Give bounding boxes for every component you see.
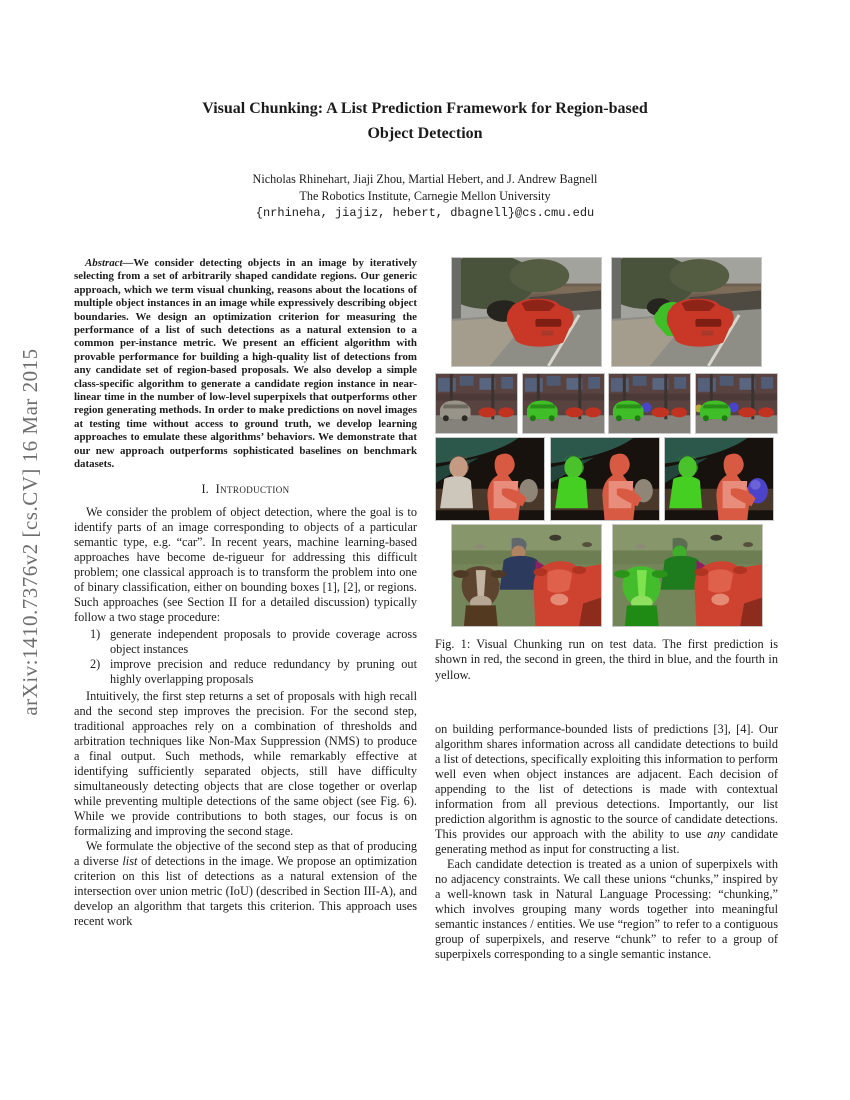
photo-people-pred2 xyxy=(550,437,660,521)
right-paragraph-2: Each candidate detection is treated as a union of superpixels with no adjacency constraints. We call these unions “chunks,” inspired by a well-known task in Natural Language Processing: “chunking,” which involves grouping many words together into meaningful semantic instances / entities. We use “region” to refer to a contiguous group of superpixels, and reserve “chunk” to refer to a group of superpixels corresponding to a single semantic instance. xyxy=(435,857,778,962)
two-stage-list xyxy=(74,627,417,687)
left-column xyxy=(74,257,417,962)
photo-cows-pred2 xyxy=(612,524,763,627)
photo-people-pred1 xyxy=(435,437,545,521)
right-column xyxy=(435,257,778,962)
photo-people-pred3 xyxy=(664,437,774,521)
photo-cars-pred2 xyxy=(522,373,605,434)
photo-cars-pred4 xyxy=(695,373,778,434)
paper-title-line2: Object Detection xyxy=(367,125,483,142)
figure-row-people xyxy=(435,437,774,521)
intro-paragraph-3-part2: of detections in the image. We propose an optimization criterion on this list of detections as a natural extension of the intersection over union metric (IoU) (described in Section III-A), and develop an algorithm that targets this criterion. This approach uses recent work xyxy=(74,853,417,928)
two-column-body xyxy=(74,257,778,962)
author-emails: {nrhineha, jiajiz, hebert, dbagnell}@cs.cmu.edu xyxy=(255,206,595,220)
figure-row-cars xyxy=(435,373,778,434)
intro-paragraph-3-part1: We formulate the objective of the second step as that of producing a diverse xyxy=(74,838,417,868)
author-names: Nicholas Rhinehart, Jiaji Zhou, Martial Hebert, and J. Andrew Bagnell xyxy=(252,172,598,186)
photo-cars-pred3 xyxy=(608,373,691,434)
right-paragraph-1-part1: on building performance-bounded lists of predictions [3], [4]. Our algorithm shares information across all candidate detections to build a list of detections, specifically exploiting this information to perform well even when object instances are adjacent. Each decision of appending to the list of detections is made with contextual information from all previous detections. Importantly, our list prediction algorithm is agnostic to the source of candidate detections. This provides our approach with the ability to use xyxy=(435,722,778,842)
intro-paragraph-3-italic: list xyxy=(122,853,138,868)
list-item-1-text: generate independent proposals to provide coverage across object instances xyxy=(110,626,417,656)
photo-cars-input xyxy=(435,373,518,434)
intro-paragraph-1: We consider the problem of object detection, where the goal is to identify parts of an image corresponding to objects of a particular semantic type, e.g. “car”. In recent years, machine learning-based approaches have become de-rigueur for addressing this difficult problem; one classical approach is to transform the problem into one of binary classification, either on bounding boxes [1], [2], or regions. Such approaches (see Section II for a detailed discussion) typically follow a two stage procedure: xyxy=(74,504,417,624)
abstract-text: We consider detecting objects in an image by iteratively selecting from a set of arbitrarily shaped candidate regions. Our generic approach, which we term visual chunking, reasons about the locations of multiple object instances in an image while expressively describing object boundaries. We design an optimization criterion for measuring the performance of a list of such detections as a natural extension to a common per-instance metric. We present an efficient algorithm with provable performance for building a high-quality list of detections from any candidate set of region-based proposals. We also develop a simple class-specific algorithm to generate a candidate region instance in near-linear time in the number of low-level superpixels that outperforms other region generating methods. In order to make predictions on novel images at testing time without access to ground truth, we develop learning approaches to emulate these algorithms’ behaviors. We demonstrate that our new approach outperforms sophisticated baselines on benchmark datasets. xyxy=(74,257,417,471)
right-paragraph-1-italic: any xyxy=(707,827,726,842)
authors-block xyxy=(0,171,850,222)
list-item-1 xyxy=(74,627,417,657)
arxiv-banner: arXiv:1410.7376v2 [cs.CV] 16 Mar 2015 xyxy=(18,348,42,716)
figure-row-street xyxy=(435,257,778,367)
right-paragraph-1 xyxy=(435,722,778,857)
intro-paragraph-3 xyxy=(74,839,417,929)
figure-row-cows xyxy=(435,524,778,627)
section-number: I. xyxy=(201,481,209,496)
list-item-1-number: 1) xyxy=(90,626,101,641)
figure-1-caption: Fig. 1: Visual Chunking run on test data. The first prediction is shown in red, the second in green, the third in blue, and the fourth in yellow. xyxy=(435,637,778,682)
list-item-2-text: improve precision and reduce redundancy by pruning out highly overlapping proposals xyxy=(110,656,417,686)
right-paragraph-1-part2: candidate generating method as input for constructing a list. xyxy=(435,827,778,857)
figure-1 xyxy=(435,257,778,683)
abstract xyxy=(74,257,417,472)
photo-street-pred1 xyxy=(451,257,602,367)
photo-street-pred2 xyxy=(611,257,762,367)
list-item-2-number: 2) xyxy=(90,656,101,671)
title-block xyxy=(0,96,850,146)
list-item-2 xyxy=(74,657,417,687)
photo-cows-pred1 xyxy=(451,524,602,627)
section-heading-introduction xyxy=(74,482,417,497)
abstract-label: Abstract— xyxy=(85,257,134,269)
section-title: Introduction xyxy=(215,481,290,496)
affiliation: The Robotics Institute, Carnegie Mellon University xyxy=(299,189,551,203)
intro-paragraph-2: Intuitively, the first step returns a set of proposals with high recall and the second step improves the precision. For the second step, traditional approaches rely on a combination of thresholds and arbitration techniques like Non-Max Suppression (NMS) to produce a final output. Such methods, while remarkably effective at identifying sufficiently separated objects, still have difficulty simultaneously detecting objects that are close together or overlap while preventing multiple detections of the same object (see Fig. 6). While we provide contributions to both stages, our focus is on formalizing and improving the second stage. xyxy=(74,688,417,838)
paper-title-line1: Visual Chunking: A List Prediction Framework for Region-based xyxy=(202,100,648,117)
